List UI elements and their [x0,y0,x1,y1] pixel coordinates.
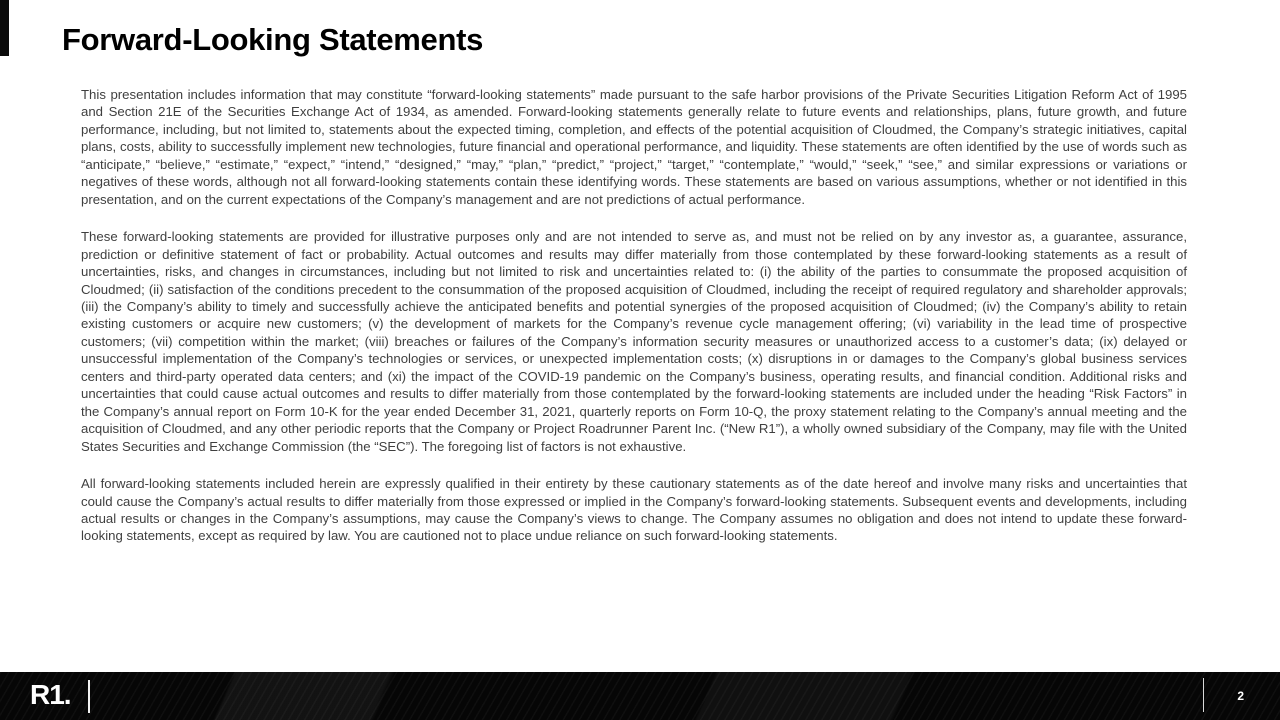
slide-title: Forward-Looking Statements [62,22,484,57]
disclaimer-text-block [81,86,1187,565]
page-number: 2 [1237,689,1244,703]
top-left-accent-bar [0,0,9,56]
disclaimer-paragraph-3: All forward-looking statements included herein are expressly qualified in their entirety by these cautionary statements as of the date hereof and involve many risks and uncertainties that could cause the Company’s actual results to differ materially from those expressed or implied in the Company’s forward-looking statements. Subsequent events and developments, including actual results or changes in the Company’s assumptions, may cause the Company’s views to change. The Company assumes no obligation and does not intend to update these forward-looking statements, except as required by law. You are cautioned not to place undue reliance on such forward-looking statements. [81,476,1187,544]
page-number-divider [1203,678,1205,712]
disclaimer-paragraph-2: These forward-looking statements are provided for illustrative purposes only and are not intended to serve as, and must not be relied on by any investor as, a guarantee, assurance, prediction or definitive statement of fact or probability. Actual outcomes and results may differ materially from those contemplated by these forward-looking statements as a result of uncertainties, risks, and changes in circumstances, including but not limited to risk and uncertainties related to: (i) the ability of the parties to consummate the proposed acquisition of Cloudmed; (ii) satisfaction of the conditions precedent to the consummation of the proposed acquisition of Cloudmed, including the receipt of required regulatory and shareholder approvals; (iii) the Company’s ability to timely and successfully achieve the anticipated benefits and potential synergies of the proposed acquisition of Cloudmed; (iv) the Company’s ability to retain existing customers or acquire new customers; (v) the development of markets for the Company’s revenue cycle management offering; (vi) variability in the lead time of prospective customers; (vii) competition within the market; (viii) breaches or failures of the Company’s information security measures or unauthorized access to a customer’s data; (ix) delayed or unsuccessful implementation of the Company’s technologies or services, or unexpected implementation costs; (x) disruptions in or damages to the Company’s global business services centers and third-party operated data centers; and (xi) the impact of the COVID-19 pandemic on the Company’s business, operating results, and financial condition. Additional risks and uncertainties that could cause actual outcomes and results to differ materially from those contemplated by the forward-looking statements are included under the heading “Risk Factors” in the Company’s annual report on Form 10-K for the year ended December 31, 2021, quarterly reports on Form 10-Q, the proxy statement relating to the Company’s annual meeting and the acquisition of Cloudmed, and any other periodic reports that the Company or Project Roadrunner Parent Inc. (“New R1”), a wholly owned subsidiary of the Company, may file with the United States Securities and Exchange Commission (the “SEC”). The foregoing list of factors is not exhaustive. [81,229,1187,454]
slide-footer [0,672,1280,720]
disclaimer-paragraph-1: This presentation includes information that may constitute “forward-looking statements” made pursuant to the safe harbor provisions of the Private Securities Litigation Reform Act of 1995 and Section 21E of the Securities Exchange Act of 1934, as amended. Forward-looking statements generally relate to future events and relationships, plans, future growth, and future performance, including, but not limited to, statements about the expected timing, completion, and effects of the potential acquisition of Cloudmed, the Company’s strategic initiatives, capital plans, costs, ability to successfully implement new technologies, future financial and operational performance, and liquidity. These statements are often identified by the use of words such as “anticipate,” “believe,” “estimate,” “expect,” “intend,” “designed,” “may,” “plan,” “predict,” “project,” “target,” “contemplate,” “would,” “seek,” “see,” and similar expressions or variations or negatives of these words, although not all forward-looking statements contain these identifying words. These statements are based on various assumptions, whether or not identified in this presentation, and on the current expectations of the Company’s management and are not predictions of actual performance. [81,87,1187,207]
logo-divider [88,680,90,713]
r1-logo: R1. [30,679,71,710]
